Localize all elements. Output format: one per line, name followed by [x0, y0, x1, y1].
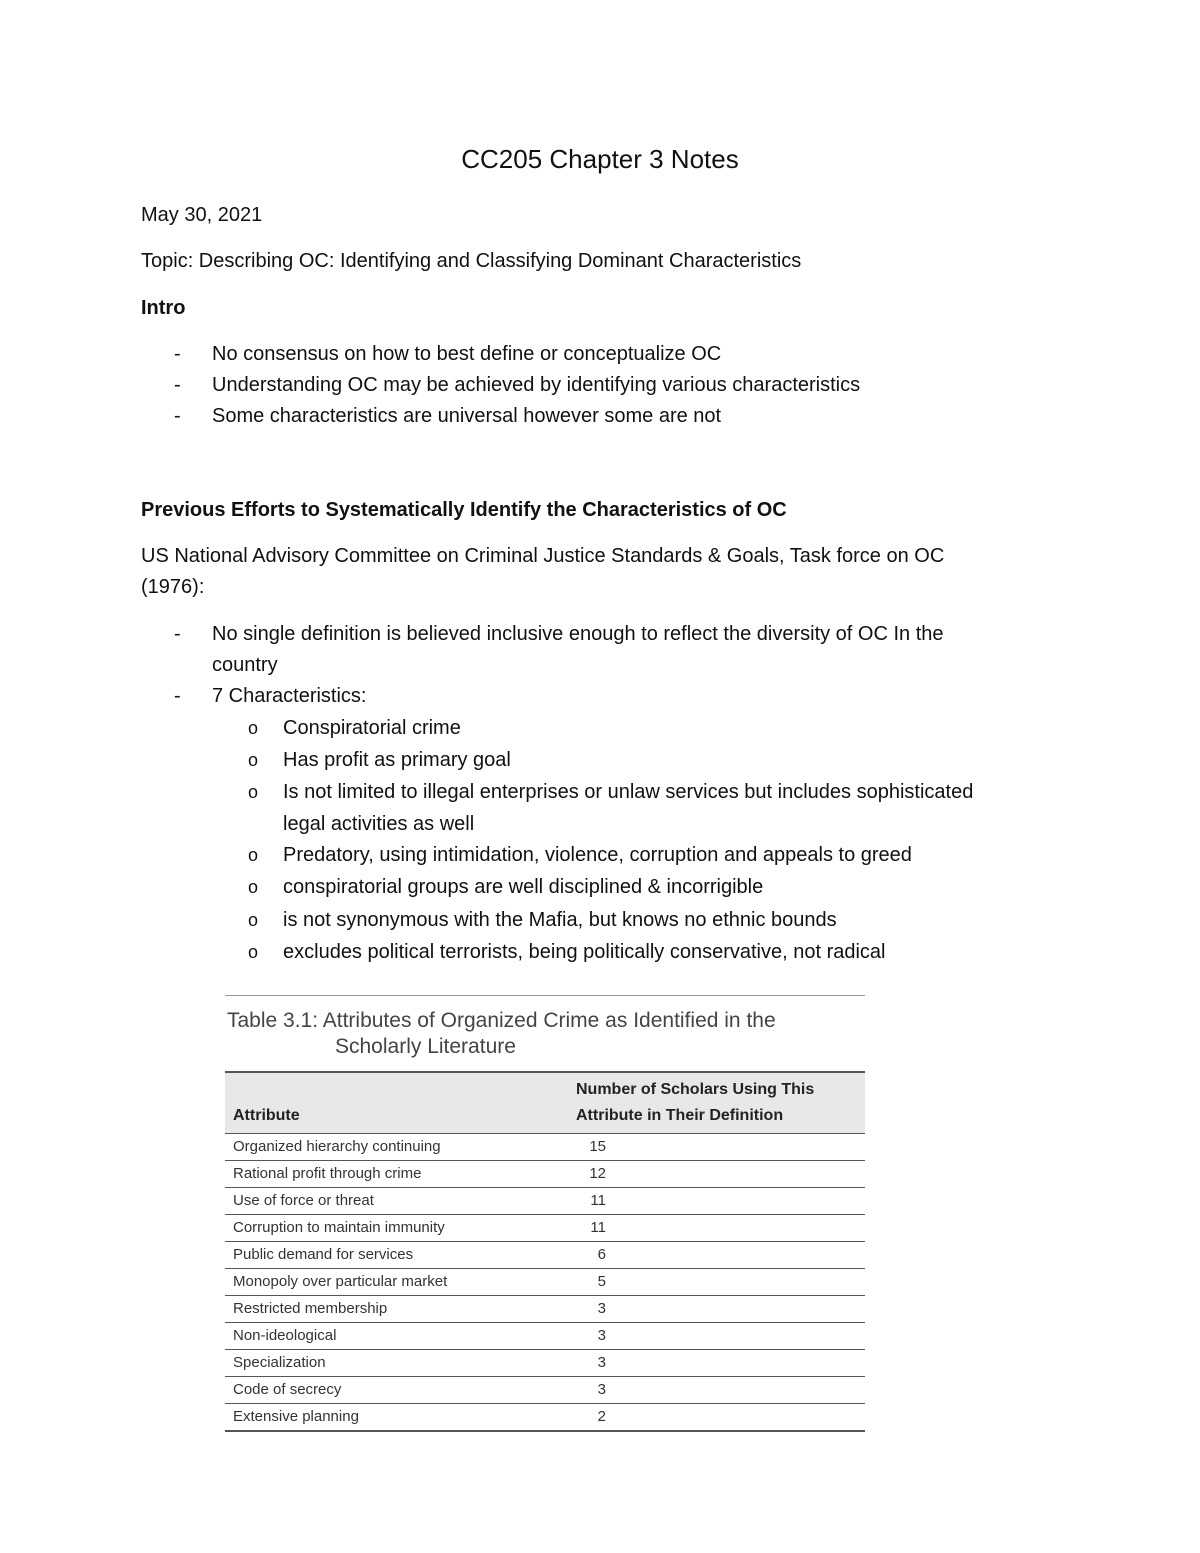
sub-bullet-marker: o [248, 718, 259, 738]
attribute-cell: Use of force or threat [225, 1188, 576, 1215]
page-title: CC205 Chapter 3 Notes [461, 144, 739, 174]
count-cell [576, 1161, 865, 1188]
sub-bullet-marker: o [248, 942, 259, 962]
count-value: 6 [597, 1246, 606, 1263]
header-attribute: Attribute [225, 1072, 576, 1134]
characteristic-item: conspiratorial groups are well disciplined & incorrigible [283, 876, 764, 898]
characteristic-item: Predatory, using intimidation, violence, corruption and appeals to greed [283, 844, 912, 866]
table-row [225, 1215, 865, 1242]
header-count [576, 1072, 865, 1134]
date: May 30, 2021 [141, 204, 263, 226]
header-count-line-1: Number of Scholars Using This [576, 1081, 815, 1098]
table-top-rule [225, 995, 865, 996]
count-value: 2 [597, 1408, 606, 1425]
list-item: Understanding OC may be achieved by identifying various characteristics [212, 374, 861, 396]
attribute-cell: Restricted membership [225, 1296, 576, 1323]
bullet-marker: - [174, 374, 181, 396]
count-cell [576, 1350, 865, 1377]
attributes-table-figure [225, 995, 865, 1432]
previous-efforts-heading: Previous Efforts to Systematically Identify the Characteristics of OC [141, 499, 787, 521]
topic: Topic: Describing OC: Identifying and Classifying Dominant Characteristics [141, 250, 802, 272]
table-row [225, 1134, 865, 1161]
count-cell [576, 1404, 865, 1432]
characteristic-item: Has profit as primary goal [283, 749, 511, 771]
count-cell [576, 1242, 865, 1269]
list-item: No consensus on how to best define or conceptualize OC [212, 343, 722, 365]
count-value: 11 [590, 1219, 606, 1236]
attribute-cell: Extensive planning [225, 1404, 576, 1432]
characteristic-item: is not synonymous with the Mafia, but knows no ethnic bounds [283, 909, 837, 931]
sub-bullet-marker: o [248, 877, 259, 897]
count-cell [576, 1269, 865, 1296]
count-cell [576, 1377, 865, 1404]
table-row [225, 1188, 865, 1215]
count-value: 12 [589, 1165, 606, 1182]
count-cell [576, 1215, 865, 1242]
count-value: 3 [597, 1327, 606, 1344]
count-value: 3 [597, 1300, 606, 1317]
count-cell [576, 1188, 865, 1215]
source-line-2: (1976): [141, 576, 205, 598]
table-caption-line-1: Table 3.1: Attributes of Organized Crime as Identified in the [227, 1009, 776, 1032]
count-cell [576, 1323, 865, 1350]
table-row [225, 1161, 865, 1188]
table-caption-line-2: Scholarly Literature [335, 1035, 516, 1058]
sub-bullet-marker: o [248, 845, 259, 865]
characteristic-item: Conspiratorial crime [283, 717, 461, 739]
attribute-cell: Non-ideological [225, 1323, 576, 1350]
intro-heading: Intro [141, 297, 186, 319]
characteristic-item-continuation: legal activities as well [283, 813, 475, 835]
count-value: 11 [590, 1192, 606, 1209]
table-row [225, 1269, 865, 1296]
list-item: 7 Characteristics: [212, 685, 367, 707]
count-cell [576, 1134, 865, 1161]
list-item: No single definition is believed inclusive enough to reflect the diversity of OC In the [212, 623, 944, 645]
bullet-marker: - [174, 623, 181, 645]
count-value: 3 [597, 1354, 606, 1371]
header-count-line-2: Attribute in Their Definition [576, 1107, 784, 1124]
table-header-row [225, 1072, 865, 1134]
count-value: 15 [589, 1138, 606, 1155]
attribute-cell: Rational profit through crime [225, 1161, 576, 1188]
table-row [225, 1377, 865, 1404]
attribute-cell: Public demand for services [225, 1242, 576, 1269]
count-value: 5 [597, 1273, 606, 1290]
source-line-1: US National Advisory Committee on Criminal Justice Standards & Goals, Task force on OC [141, 545, 945, 567]
table-row [225, 1350, 865, 1377]
attributes-table [225, 1071, 865, 1432]
bullet-marker: - [174, 405, 181, 427]
list-item-continuation: country [212, 654, 278, 676]
attribute-cell: Specialization [225, 1350, 576, 1377]
table-caption [227, 1008, 865, 1060]
attribute-cell: Corruption to maintain immunity [225, 1215, 576, 1242]
attribute-cell: Code of secrecy [225, 1377, 576, 1404]
list-item: Some characteristics are universal however some are not [212, 405, 722, 427]
attribute-cell: Organized hierarchy continuing [225, 1134, 576, 1161]
characteristic-item: Is not limited to illegal enterprises or unlaw services but includes sophisticated [283, 781, 974, 803]
bullet-marker: - [174, 343, 181, 365]
attribute-cell: Monopoly over particular market [225, 1269, 576, 1296]
bullet-marker: - [174, 685, 181, 707]
sub-bullet-marker: o [248, 910, 259, 930]
characteristic-item: excludes political terrorists, being politically conservative, not radical [283, 941, 886, 963]
table-row [225, 1404, 865, 1432]
count-cell [576, 1296, 865, 1323]
table-row [225, 1242, 865, 1269]
table-row [225, 1323, 865, 1350]
sub-bullet-marker: o [248, 750, 259, 770]
table-row [225, 1296, 865, 1323]
sub-bullet-marker: o [248, 782, 259, 802]
count-value: 3 [597, 1381, 606, 1398]
